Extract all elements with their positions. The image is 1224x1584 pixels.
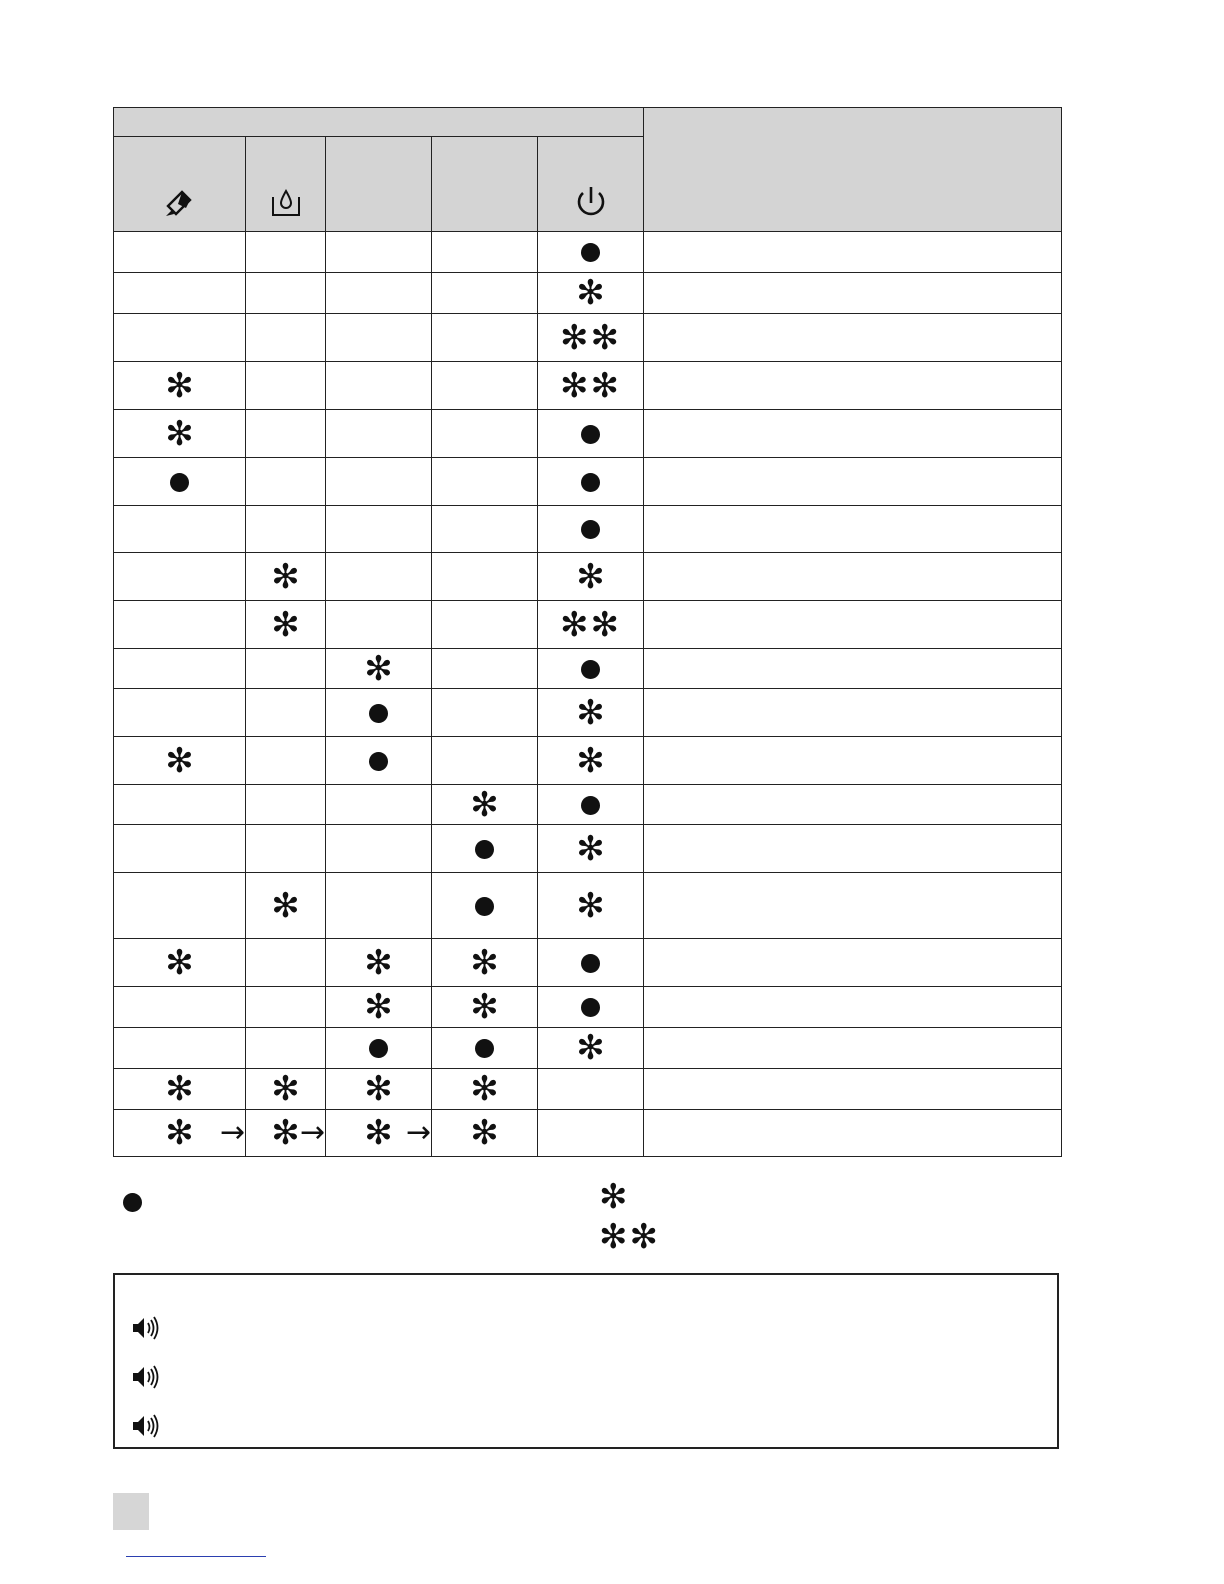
brush-icon [160, 182, 200, 222]
indicator-cell [538, 232, 644, 273]
indicator-cell [432, 939, 538, 987]
indicator-rows [114, 232, 1062, 1157]
indicator-cell [246, 506, 326, 553]
notice-box [113, 1273, 1059, 1449]
description-cell [644, 458, 1062, 506]
indicator-cell [114, 825, 246, 873]
header-group-cell [114, 108, 644, 137]
indicator-cell [538, 410, 644, 458]
flashing-symbol: ✻ [165, 1069, 194, 1109]
indicator-cell [114, 939, 246, 987]
table-row [114, 314, 1062, 362]
indicator-cell [246, 273, 326, 314]
description-cell [644, 825, 1062, 873]
fast-flashing-symbol: ✻✻ [560, 317, 622, 358]
table-row [114, 458, 1062, 506]
table-row [114, 737, 1062, 785]
indicator-cell [432, 785, 538, 825]
description-cell [644, 506, 1062, 553]
indicator-cell [432, 737, 538, 785]
flashing-symbol: ✻ [364, 648, 393, 689]
table-row [114, 553, 1062, 601]
steady-on-symbol [581, 425, 600, 444]
indicator-cell [246, 553, 326, 601]
flashing-symbol: ✻ [470, 942, 499, 983]
description-cell [644, 314, 1062, 362]
fast-flashing-symbol: ✻✻ [560, 365, 622, 406]
indicator-cell [114, 458, 246, 506]
indicator-table [113, 107, 1062, 1157]
indicator-cell [538, 873, 644, 939]
footer-link-underline[interactable] [126, 1556, 266, 1557]
table-row [114, 601, 1062, 649]
indicator-cell [432, 601, 538, 649]
indicator-cell [246, 825, 326, 873]
header-col-power [538, 137, 644, 232]
flashing-symbol: ✻ [470, 1113, 499, 1153]
indicator-cell [432, 1028, 538, 1069]
flashing-symbol: ✻ [271, 885, 300, 926]
indicator-cell [114, 601, 246, 649]
flashing-symbol: ✻ [470, 1069, 499, 1109]
indicator-cell [326, 1069, 432, 1110]
indicator-cell [432, 873, 538, 939]
power-icon [572, 183, 610, 221]
steady-on-symbol [369, 1039, 388, 1058]
flashing-symbol: ✻ [165, 942, 194, 983]
indicator-cell [246, 458, 326, 506]
sequence-arrow: → [220, 1115, 246, 1150]
indicator-cell [114, 737, 246, 785]
indicator-cell [114, 232, 246, 273]
flashing-symbol: ✻ [271, 604, 300, 645]
indicator-cell [538, 1028, 644, 1069]
indicator-cell [326, 314, 432, 362]
flashing-symbol: ✻ [165, 740, 194, 781]
steady-on-symbol [581, 660, 600, 679]
legend-dot [123, 1192, 142, 1212]
indicator-cell [538, 601, 644, 649]
description-cell [644, 737, 1062, 785]
indicator-cell [326, 1028, 432, 1069]
indicator-cell [538, 314, 644, 362]
indicator-cell [246, 649, 326, 689]
flashing-symbol: ✻ [364, 1069, 393, 1109]
indicator-cell [538, 553, 644, 601]
indicator-cell [432, 458, 538, 506]
indicator-cell [114, 649, 246, 689]
steady-on-symbol [581, 520, 600, 539]
steady-on-symbol [581, 998, 600, 1017]
steady-on-symbol [475, 1039, 494, 1058]
table-row [114, 785, 1062, 825]
indicator-cell [432, 314, 538, 362]
flashing-symbol: ✻ [165, 413, 194, 454]
header-col-brush [114, 137, 246, 232]
header-description-cell [644, 108, 1062, 232]
description-cell [644, 410, 1062, 458]
indicator-cell [114, 410, 246, 458]
flashing-symbol: ✻ [364, 1113, 393, 1153]
indicator-cell [326, 689, 432, 737]
indicator-cell [432, 1069, 538, 1110]
indicator-cell [538, 458, 644, 506]
table-row [114, 362, 1062, 410]
steady-on-symbol [369, 704, 388, 723]
flashing-symbol: ✻ [271, 1113, 300, 1153]
indicator-cell [246, 785, 326, 825]
description-cell [644, 1110, 1062, 1157]
flashing-symbol: ✻ [165, 365, 194, 406]
description-cell [644, 1069, 1062, 1110]
indicator-cell [432, 506, 538, 553]
indicator-cell [246, 410, 326, 458]
table-row [114, 689, 1062, 737]
indicator-cell [538, 1069, 644, 1110]
description-cell [644, 362, 1062, 410]
steady-on-symbol [475, 897, 494, 916]
description-cell [644, 987, 1062, 1028]
indicator-cell [246, 232, 326, 273]
indicator-cell [432, 649, 538, 689]
description-cell [644, 273, 1062, 314]
description-cell [644, 649, 1062, 689]
indicator-cell [114, 689, 246, 737]
indicator-cell [326, 939, 432, 987]
table-row [114, 825, 1062, 873]
flashing-symbol: ✻ [576, 740, 605, 781]
table-row [114, 649, 1062, 689]
indicator-cell [326, 506, 432, 553]
indicator-cell [326, 601, 432, 649]
flashing-symbol: ✻ [470, 987, 499, 1027]
fast-flashing-symbol: ✻✻ [599, 1217, 660, 1257]
indicator-cell [432, 362, 538, 410]
flashing-symbol: ✻ [576, 885, 605, 926]
indicator-cell [114, 553, 246, 601]
flashing-symbol: ✻ [576, 828, 605, 869]
indicator-cell [326, 553, 432, 601]
legend-flash [599, 1177, 628, 1217]
indicator-cell [114, 314, 246, 362]
table-row [114, 939, 1062, 987]
water-drop-icon [269, 185, 303, 221]
indicator-cell [326, 825, 432, 873]
legend-fast [599, 1217, 660, 1257]
indicator-cell [432, 987, 538, 1028]
indicator-cell [326, 987, 432, 1028]
description-cell [644, 232, 1062, 273]
indicator-cell [114, 1069, 246, 1110]
flashing-symbol: ✻ [576, 1028, 605, 1068]
steady-on-symbol [581, 796, 600, 815]
fast-flashing-symbol: ✻✻ [560, 604, 622, 645]
indicator-cell [114, 506, 246, 553]
steady-on-symbol [369, 752, 388, 771]
indicator-cell [538, 987, 644, 1028]
description-cell [644, 689, 1062, 737]
indicator-cell [538, 273, 644, 314]
indicator-cell [326, 873, 432, 939]
description-cell [644, 553, 1062, 601]
header-col-3 [326, 137, 432, 232]
steady-on-symbol [581, 954, 600, 973]
table-row [114, 1069, 1062, 1110]
sequence-arrow: → [300, 1115, 326, 1150]
steady-on-symbol [170, 473, 189, 492]
indicator-cell [114, 873, 246, 939]
description-cell [644, 785, 1062, 825]
indicator-cell [246, 737, 326, 785]
indicator-cell [538, 362, 644, 410]
indicator-cell [326, 362, 432, 410]
sequence-arrow: → [406, 1115, 432, 1150]
indicator-cell [538, 1110, 644, 1157]
description-cell [644, 1028, 1062, 1069]
indicator-cell [246, 601, 326, 649]
indicator-cell [326, 649, 432, 689]
page-number-box [113, 1493, 149, 1530]
steady-on-symbol [581, 473, 600, 492]
indicator-cell [326, 458, 432, 506]
table-row [114, 410, 1062, 458]
description-cell [644, 601, 1062, 649]
indicator-cell [538, 939, 644, 987]
indicator-cell [246, 939, 326, 987]
indicator-cell [114, 987, 246, 1028]
indicator-cell [432, 825, 538, 873]
flashing-symbol: ✻ [576, 556, 605, 597]
indicator-cell [538, 825, 644, 873]
indicator-cell [538, 506, 644, 553]
indicator-cell [114, 273, 246, 314]
table-row [114, 873, 1062, 939]
indicator-cell [114, 362, 246, 410]
indicator-cell [246, 314, 326, 362]
table-row [114, 506, 1062, 553]
indicator-cell [246, 873, 326, 939]
indicator-cell [406, 1110, 538, 1157]
indicator-cell [432, 273, 538, 314]
flashing-symbol: ✻ [576, 273, 605, 313]
steady-on-symbol [581, 243, 600, 262]
description-cell [644, 873, 1062, 939]
flashing-symbol: ✻ [576, 692, 605, 733]
flashing-symbol: ✻ [470, 784, 499, 825]
header-col-water [246, 137, 326, 232]
indicator-cell [326, 410, 432, 458]
indicator-cell [538, 689, 644, 737]
indicator-cell [246, 1069, 326, 1110]
indicator-cell [432, 410, 538, 458]
table-row [114, 273, 1062, 314]
speaker-icon [131, 1315, 161, 1341]
indicator-cell [114, 785, 246, 825]
indicator-cell [326, 737, 432, 785]
indicator-cell [538, 649, 644, 689]
table-row [114, 1110, 1062, 1157]
indicator-cell [326, 273, 432, 314]
indicator-cell [538, 785, 644, 825]
flashing-symbol: ✻ [165, 1113, 194, 1153]
indicator-cell [114, 1028, 246, 1069]
indicator-cell [246, 987, 326, 1028]
header-col-4 [432, 137, 538, 232]
table-row [114, 1028, 1062, 1069]
table-row [114, 232, 1062, 273]
indicator-cell [432, 232, 538, 273]
indicator-cell [246, 362, 326, 410]
steady-on-symbol [475, 840, 494, 859]
indicator-cell [326, 785, 432, 825]
flashing-symbol: ✻ [599, 1177, 628, 1217]
indicator-cell [246, 1028, 326, 1069]
speaker-icon [131, 1413, 161, 1439]
flashing-symbol: ✻ [271, 1069, 300, 1109]
flashing-symbol: ✻ [271, 556, 300, 597]
indicator-cell [432, 553, 538, 601]
description-cell [644, 939, 1062, 987]
table-row [114, 987, 1062, 1028]
speaker-icon [131, 1364, 161, 1390]
indicator-cell [246, 689, 326, 737]
indicator-cell [538, 737, 644, 785]
indicator-cell [432, 689, 538, 737]
steady-on-symbol [123, 1193, 142, 1212]
flashing-symbol: ✻ [364, 942, 393, 983]
flashing-symbol: ✻ [364, 987, 393, 1027]
indicator-cell [326, 232, 432, 273]
